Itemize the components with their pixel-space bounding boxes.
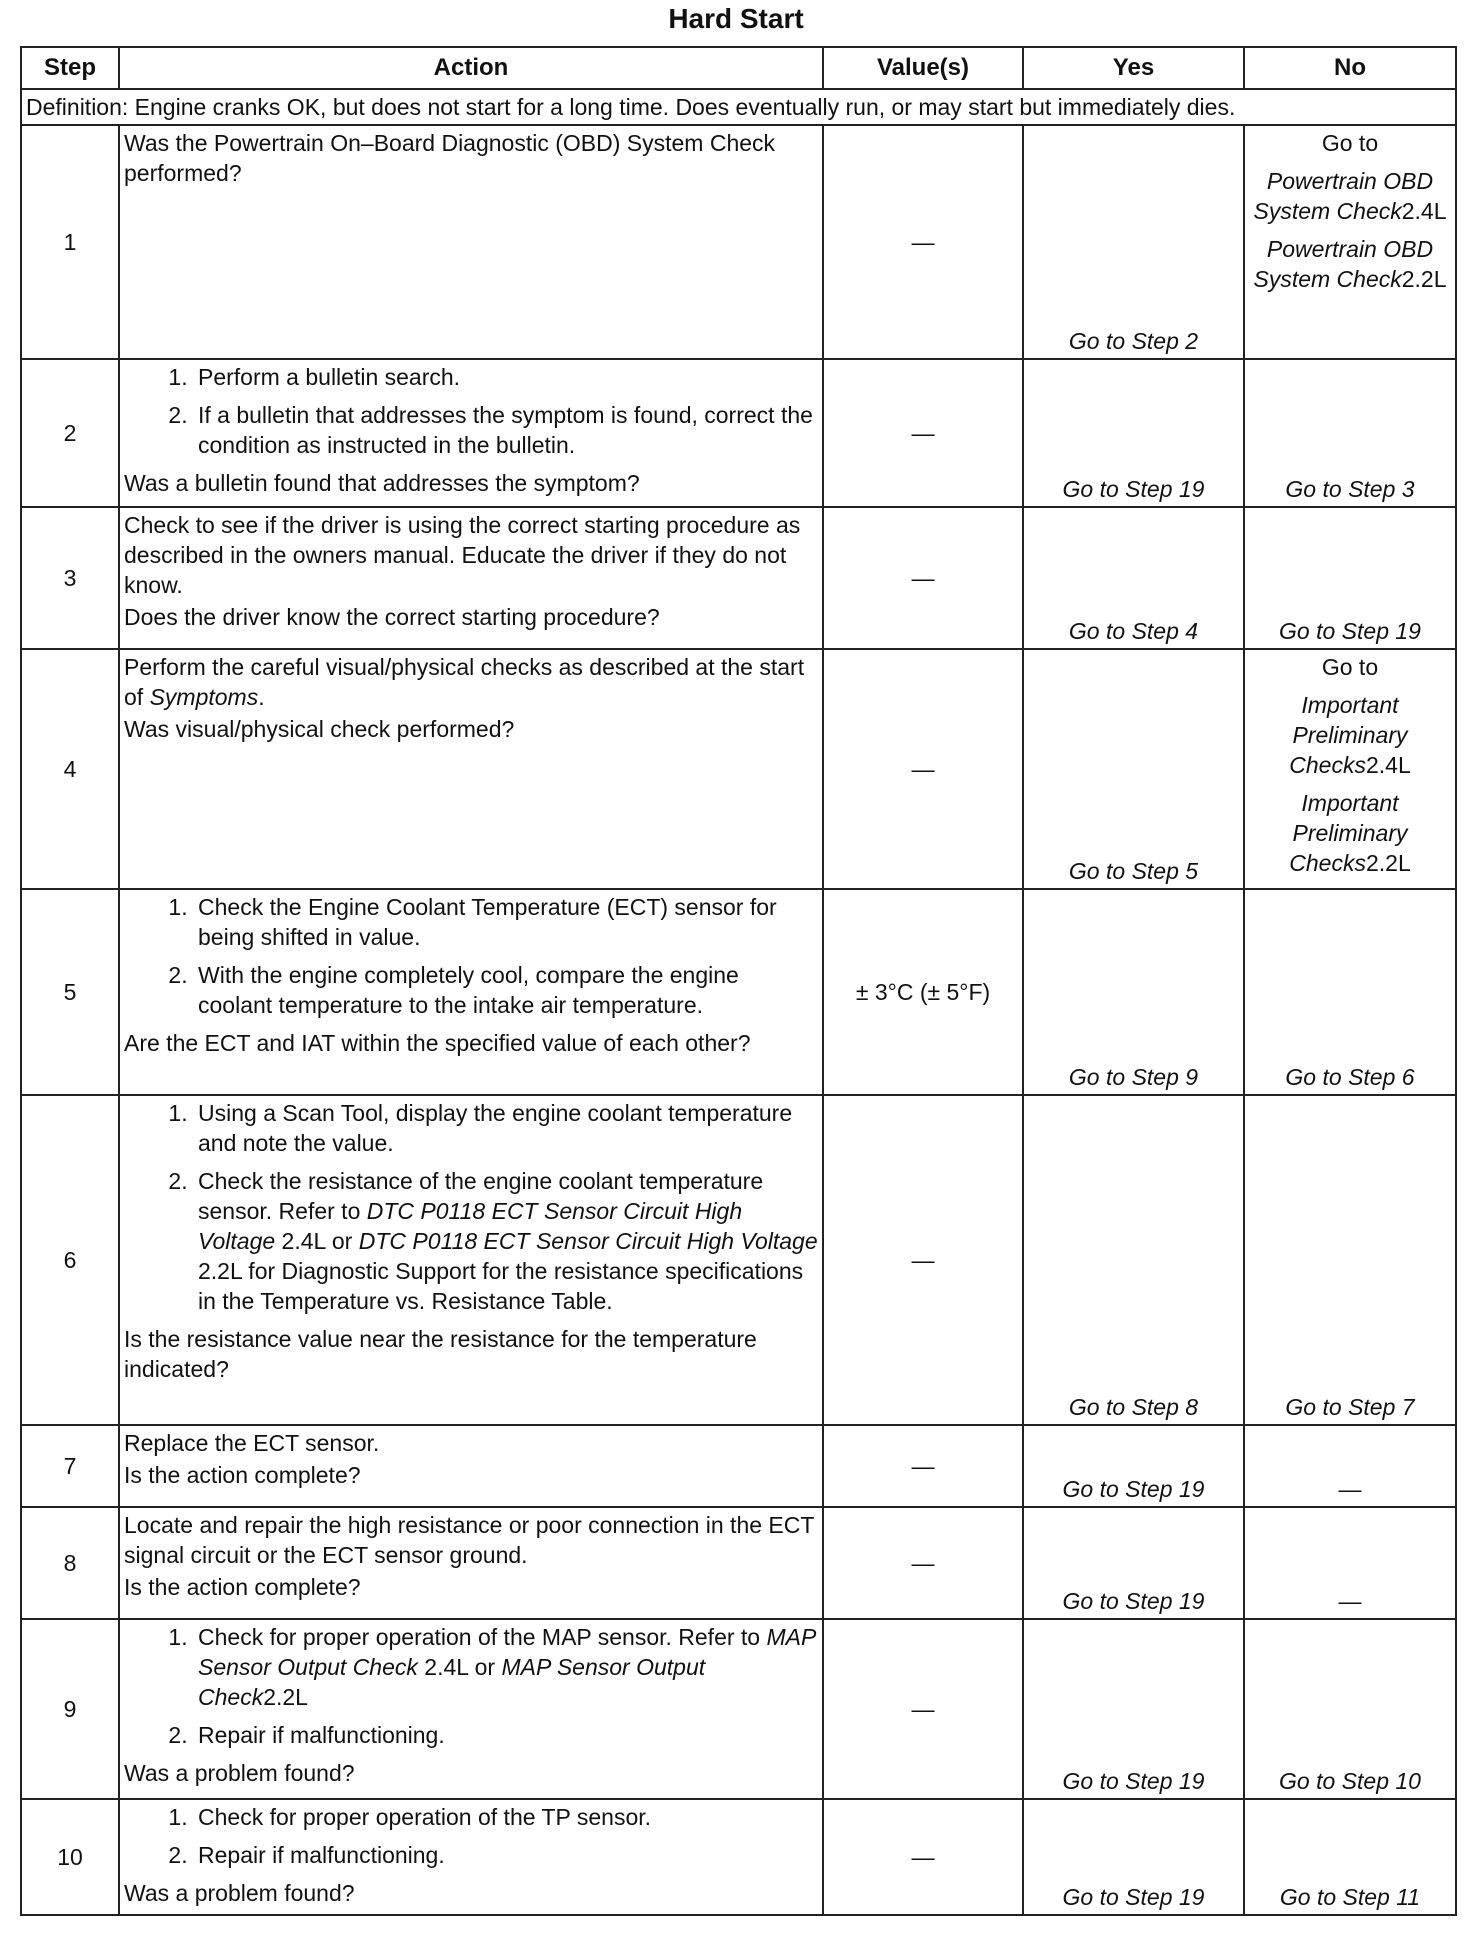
no-cell	[1244, 125, 1456, 359]
map-check-link[interactable]: MAP Sensor Output Check	[198, 1624, 816, 1680]
header-action: Action	[119, 47, 823, 89]
no-ref-link[interactable]: Important Preliminary Checks2.4L	[1289, 692, 1411, 778]
value-cell: —	[823, 649, 1023, 889]
question-text: Is the resistance value near the resistance for the temperature indicated?	[124, 1326, 757, 1382]
no-ref-link[interactable]: Powertrain OBD System Check2.2L	[1253, 236, 1447, 292]
table-row	[21, 359, 1456, 507]
header-no: No	[1244, 47, 1456, 89]
action-text: Perform the careful visual/physical checks as described at the start of Symptoms.	[124, 654, 805, 710]
step-number: 1	[21, 125, 119, 359]
no-link[interactable]: Go to Step 19	[1244, 507, 1456, 649]
question-text: Is the action complete?	[124, 1462, 361, 1488]
question-text: Are the ECT and IAT within the specified value of each other?	[124, 1030, 751, 1056]
value-cell: —	[823, 1507, 1023, 1619]
action-cell	[119, 1799, 823, 1915]
value-cell: —	[823, 1799, 1023, 1915]
value-cell: —	[823, 1619, 1023, 1799]
step-number: 7	[21, 1425, 119, 1507]
question-text: Was a problem found?	[124, 1760, 355, 1786]
table-row	[21, 507, 1456, 649]
question-text: Does the driver know the correct starting procedure?	[124, 604, 660, 630]
no-link[interactable]: Go to Step 6	[1244, 889, 1456, 1095]
action-cell	[119, 507, 823, 649]
action-cell	[119, 649, 823, 889]
step-number: 5	[21, 889, 119, 1095]
definition: Definition: Engine cranks OK, but does not start for a long time. Does eventually run, or may start but immediately dies.	[21, 89, 1456, 125]
question-text: Was visual/physical check performed?	[124, 716, 515, 742]
yes-link[interactable]: Go to Step 19	[1023, 359, 1244, 507]
table-row	[21, 1619, 1456, 1799]
yes-link[interactable]: Go to Step 4	[1023, 507, 1244, 649]
action-cell	[119, 889, 823, 1095]
yes-link[interactable]: Go to Step 19	[1023, 1619, 1244, 1799]
yes-link[interactable]: Go to Step 5	[1023, 649, 1244, 889]
dtc-link[interactable]: DTC P0118 ECT Sensor Circuit High Voltage	[198, 1198, 743, 1254]
page-title: Hard Start	[668, 3, 804, 34]
value-cell: —	[823, 125, 1023, 359]
yes-link[interactable]: Go to Step 2	[1023, 125, 1244, 359]
question-text: Was a bulletin found that addresses the symptom?	[124, 470, 640, 496]
value-cell: —	[823, 359, 1023, 507]
header-row	[21, 47, 1456, 89]
definition-row	[21, 89, 1456, 125]
question-text: Was a problem found?	[124, 1880, 355, 1906]
table-row	[21, 1507, 1456, 1619]
map-check-link[interactable]: MAP Sensor Output Check	[198, 1654, 706, 1710]
list-item: 1. Check for proper operation of the TP sensor.	[194, 1802, 818, 1832]
no-value: —	[1244, 1507, 1456, 1619]
action-text: Locate and repair the high resistance or poor connection in the ECT signal circuit or the ECT sensor ground.	[124, 1512, 814, 1568]
header-yes: Yes	[1023, 47, 1244, 89]
no-ref-link[interactable]: Important Preliminary Checks2.2L	[1289, 790, 1411, 876]
yes-link[interactable]: Go to Step 19	[1023, 1507, 1244, 1619]
no-value: —	[1244, 1425, 1456, 1507]
step-number: 6	[21, 1095, 119, 1425]
dtc-link[interactable]: DTC P0118 ECT Sensor Circuit High Voltage	[358, 1228, 818, 1254]
no-cell	[1244, 649, 1456, 889]
yes-link[interactable]: Go to Step 9	[1023, 889, 1244, 1095]
action-cell	[119, 1095, 823, 1425]
list-item: 2. Repair if malfunctioning.	[194, 1840, 818, 1870]
action-cell	[119, 125, 823, 359]
table-row	[21, 889, 1456, 1095]
step-number: 3	[21, 507, 119, 649]
list-item: 2. With the engine completely cool, compare the engine coolant temperature to the intake air temperature.	[194, 960, 818, 1020]
yes-link[interactable]: Go to Step 19	[1023, 1425, 1244, 1507]
value-cell: —	[823, 1425, 1023, 1507]
table-row	[21, 1425, 1456, 1507]
diagnostic-table	[20, 46, 1457, 1916]
action-cell	[119, 359, 823, 507]
value-cell: —	[823, 507, 1023, 649]
step-number: 9	[21, 1619, 119, 1799]
action-cell	[119, 1507, 823, 1619]
action-cell	[119, 1619, 823, 1799]
list-item: 2. Check the resistance of the engine coolant temperature sensor. Refer to DTC P0118 ECT Sensor Circuit High Voltage 2.4L or DTC P0118 ECT Sensor Circuit High Voltage 2.2L for Diagnostic Support for the resistance specifications in the Temperature vs. Resistance Table.	[194, 1166, 818, 1316]
action-cell	[119, 1425, 823, 1507]
no-link[interactable]: Go to Step 11	[1244, 1799, 1456, 1915]
header-values: Value(s)	[823, 47, 1023, 89]
table-row	[21, 649, 1456, 889]
step-number: 10	[21, 1799, 119, 1915]
list-item: 1. Check for proper operation of the MAP sensor. Refer to MAP Sensor Output Check 2.4L or MAP Sensor Output Check2.2L	[194, 1622, 818, 1712]
table-row	[21, 1095, 1456, 1425]
list-item: 1. Check the Engine Coolant Temperature (ECT) sensor for being shifted in value.	[194, 892, 818, 952]
question-text: Is the action complete?	[124, 1574, 361, 1600]
yes-link[interactable]: Go to Step 8	[1023, 1095, 1244, 1425]
no-goto: Go to	[1321, 654, 1379, 680]
symptoms-link[interactable]: Symptoms	[149, 684, 259, 710]
table-row	[21, 1799, 1456, 1915]
table-row	[21, 125, 1456, 359]
list-item: 1. Perform a bulletin search.	[194, 362, 818, 392]
yes-link[interactable]: Go to Step 19	[1023, 1799, 1244, 1915]
action-text: Check to see if the driver is using the correct starting procedure as described in the owners manual. Educate the driver if they do not know.	[124, 512, 801, 598]
step-number: 2	[21, 359, 119, 507]
value-cell: —	[823, 1095, 1023, 1425]
no-goto: Go to	[1321, 130, 1379, 156]
list-item: 2. Repair if malfunctioning.	[194, 1720, 818, 1750]
action-text: Replace the ECT sensor.	[124, 1430, 380, 1456]
no-link[interactable]: Go to Step 3	[1244, 359, 1456, 507]
list-item: 1. Using a Scan Tool, display the engine coolant temperature and note the value.	[194, 1098, 818, 1158]
list-item: 2. If a bulletin that addresses the symptom is found, correct the condition as instructed in the bulletin.	[194, 400, 818, 460]
step-number: 4	[21, 649, 119, 889]
action-text: Was the Powertrain On–Board Diagnostic (OBD) System Check performed?	[124, 130, 776, 186]
step-number: 8	[21, 1507, 119, 1619]
no-link[interactable]: Go to Step 7	[1244, 1095, 1456, 1425]
no-link[interactable]: Go to Step 10	[1244, 1619, 1456, 1799]
no-ref-link[interactable]: Powertrain OBD System Check2.4L	[1253, 168, 1447, 224]
value-cell: ± 3°C (± 5°F)	[823, 889, 1023, 1095]
header-step: Step	[21, 47, 119, 89]
